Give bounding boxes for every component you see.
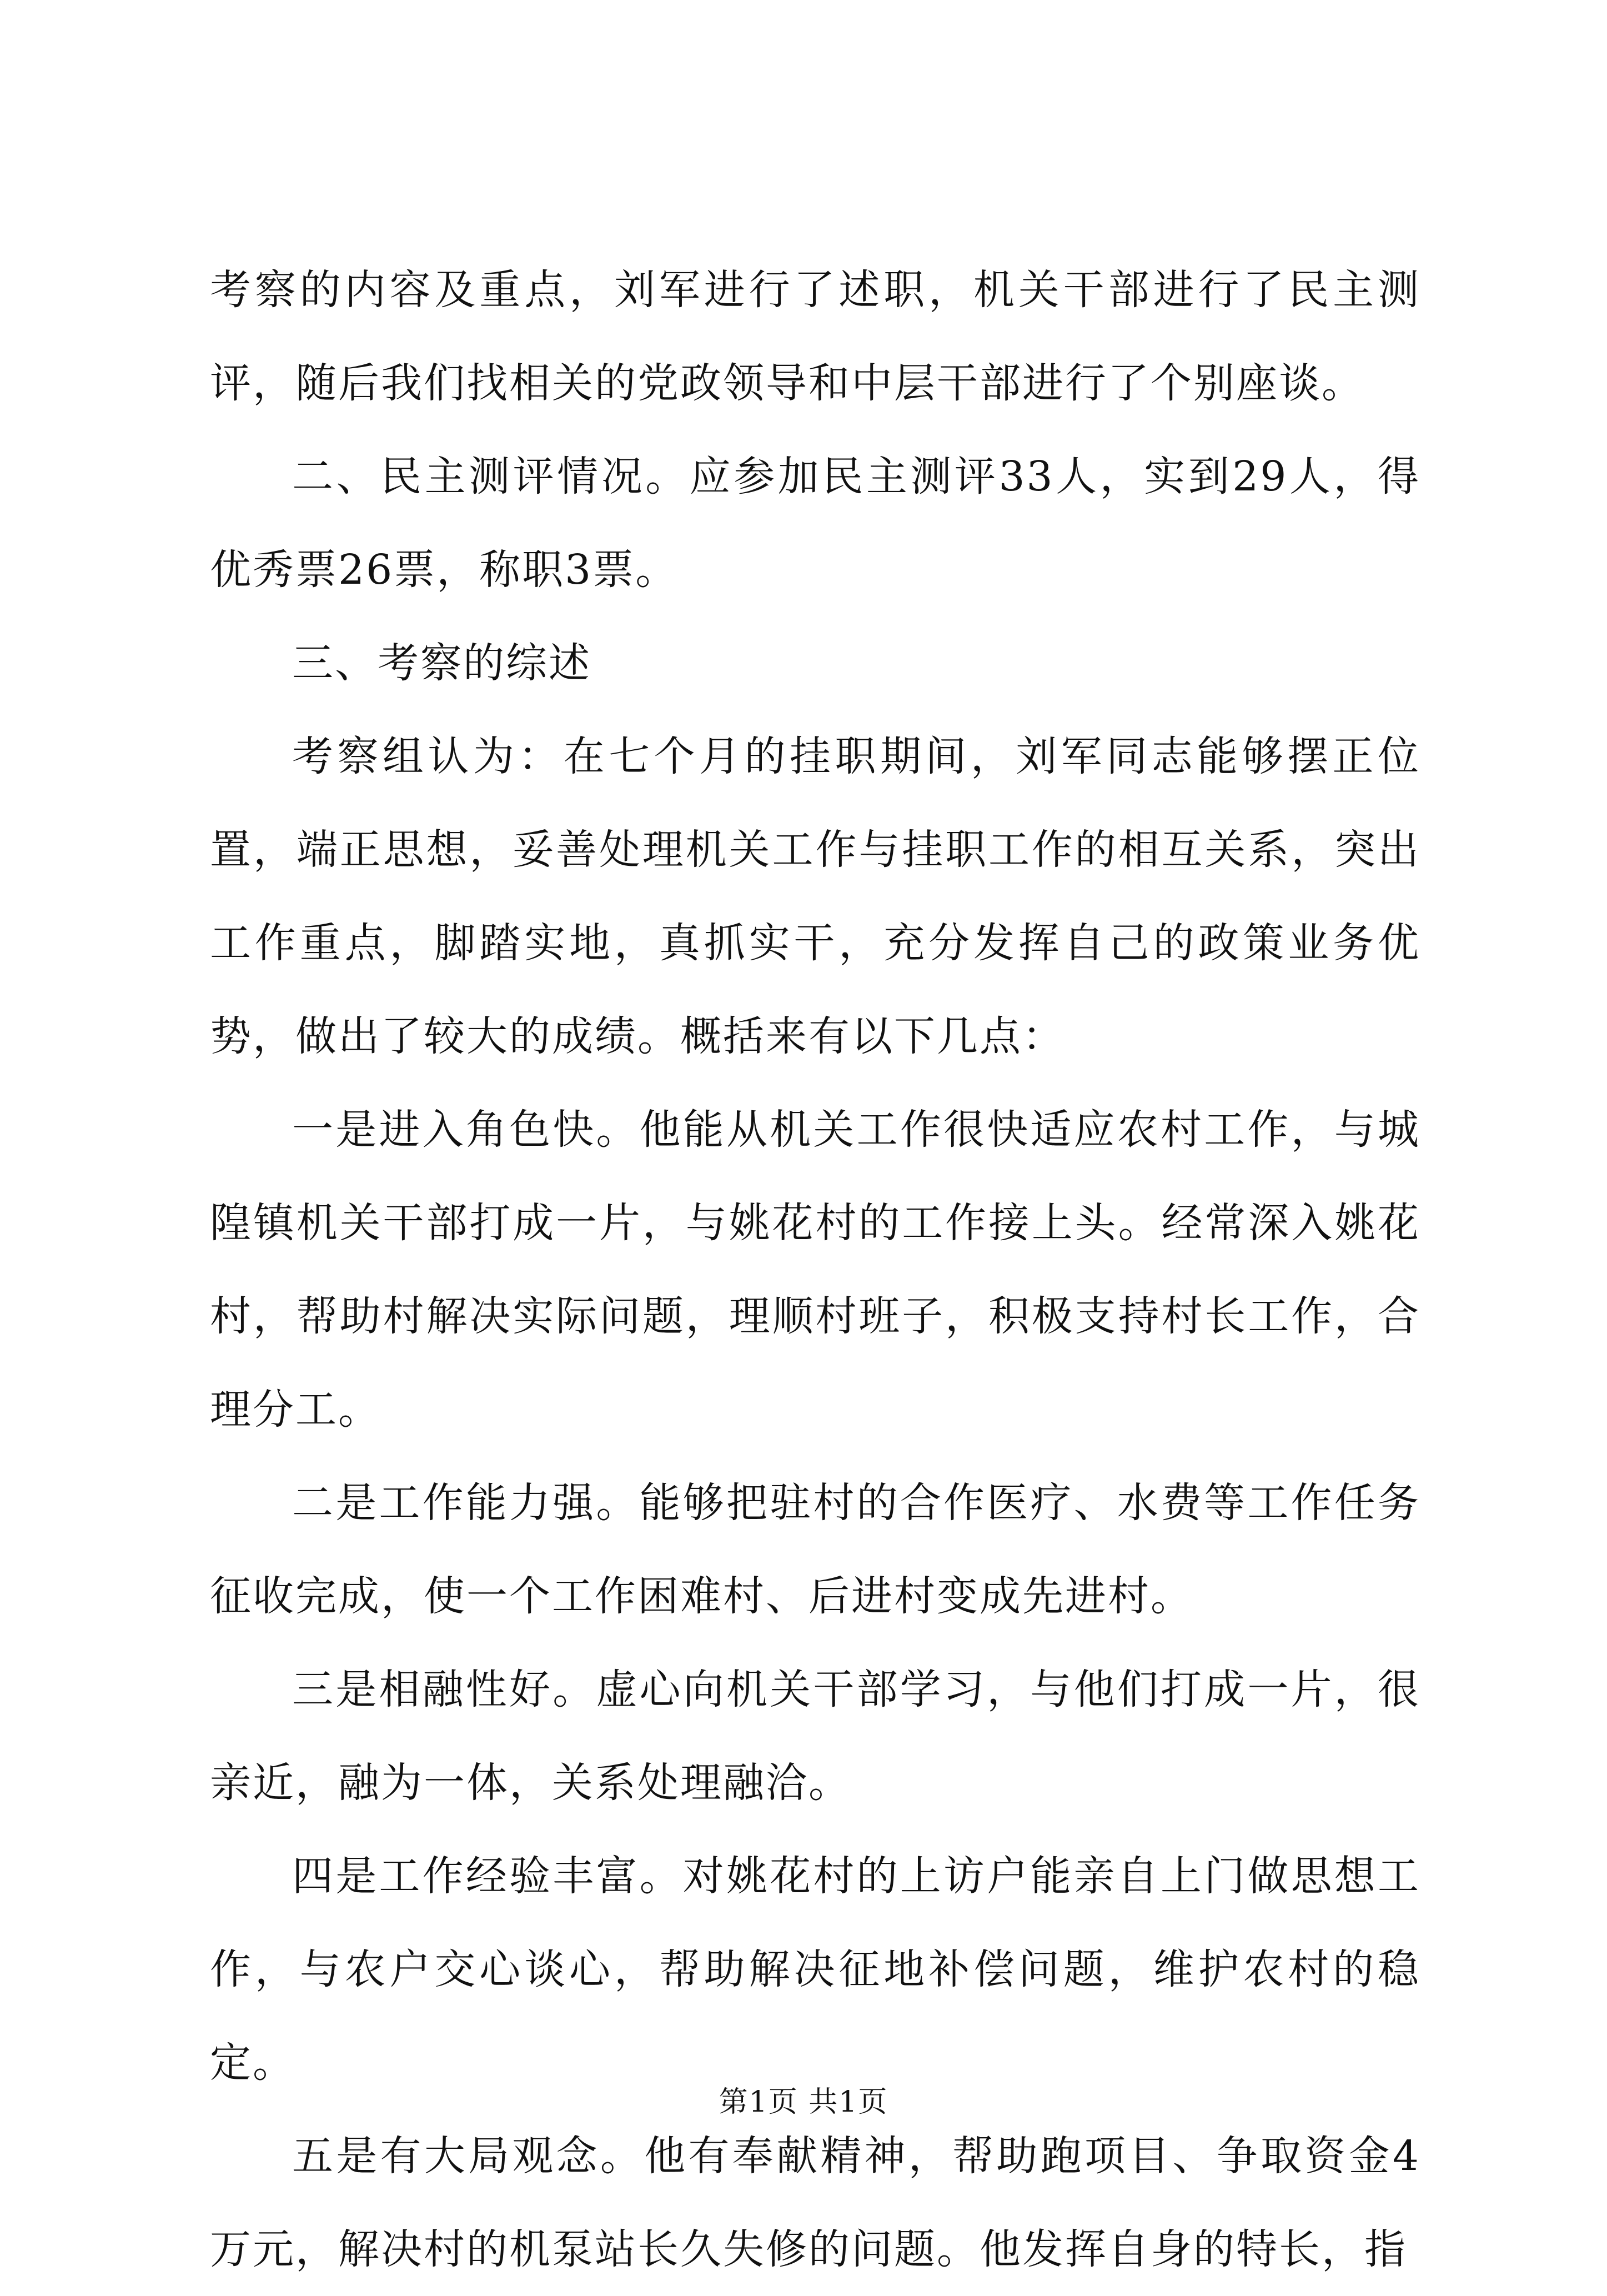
- paragraph-5: 一是进入角色快。他能从机关工作很快适应农村工作，与城隍镇机关干部打成一片，与姚花村的工作接上头。经常深入姚花村，帮助村解决实际问题，理顺村班子，积极支持村长工作，合理分工。: [210, 1106, 1420, 1433]
- paragraph-9: 五是有大局观念。他有奉献精神，帮助跑项目、争取资金4万元，解决村的机泵站长久失修的问题。他发挥自身的特长，指: [210, 2132, 1420, 2273]
- section-heading: 三、考察的综述: [292, 639, 591, 687]
- paragraph-1: 考察的内容及重点，刘军进行了述职，机关干部进行了民主测评，随后我们找相关的党政领导和中层干部进行了个别座谈。: [210, 266, 1420, 407]
- paragraph-7: 三是相融性好。虚心向机关干部学习，与他们打成一片，很亲近，融为一体，关系处理融洽。: [210, 1666, 1420, 1807]
- paragraph-4: 考察组认为：在七个月的挂职期间，刘军同志能够摆正位置，端正思想，妥善处理机关工作与挂职工作的相互关系，突出工作重点，脚踏实地，真抓实干，充分发挥自己的政策业务优势，做出了较大的成绩。概括来有以下几点：: [210, 733, 1420, 1060]
- paragraph-8: 四是工作经验丰富。对姚花村的上访户能亲自上门做思想工作，与农户交心谈心，帮助解决征地补偿问题，维护农村的稳定。: [210, 1852, 1420, 2087]
- paragraph-6: 二是工作能力强。能够把驻村的合作医疗、水费等工作任务征收完成，使一个工作困难村、后进村变成先进村。: [210, 1479, 1420, 1620]
- page-footer: 第1页 共1页: [719, 2086, 888, 2119]
- paragraph-2: 二、民主测评情况。应参加民主测评33人，实到29人，得优秀票26票，称职3票。: [210, 453, 1420, 594]
- document-body: [210, 243, 1420, 2296]
